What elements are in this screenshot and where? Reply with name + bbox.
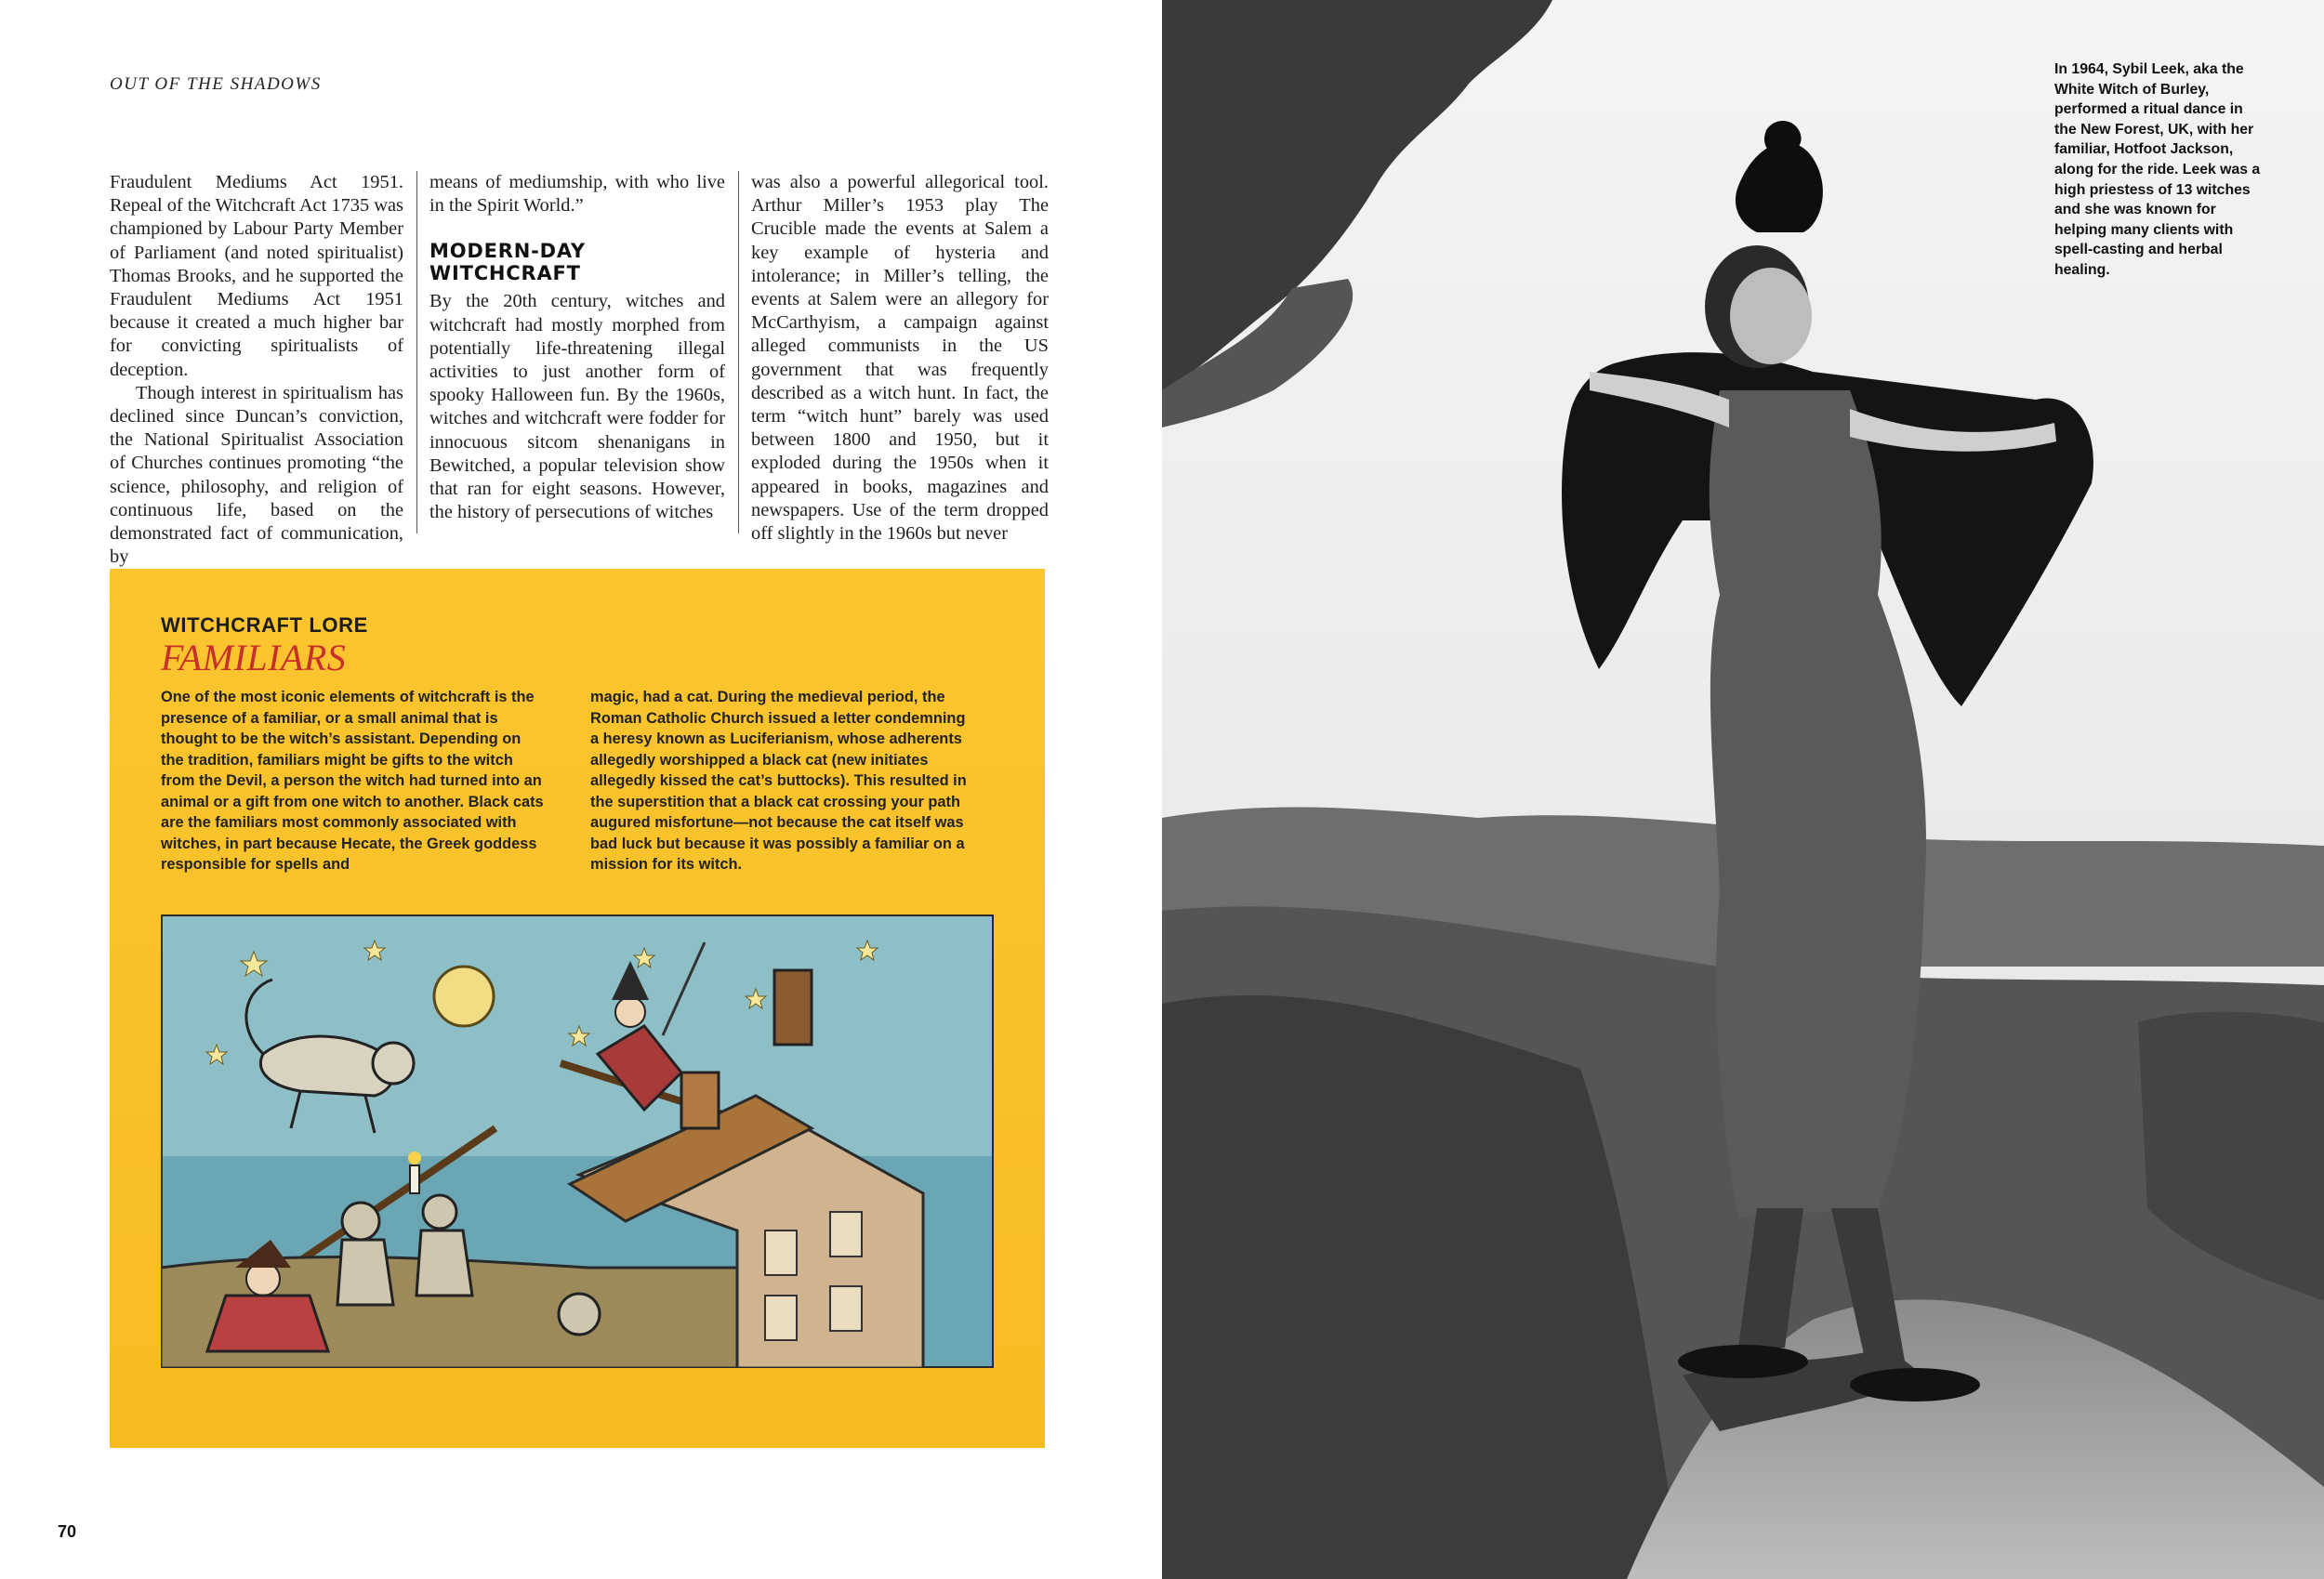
body-column-3	[751, 171, 1049, 546]
body-column-1	[110, 171, 403, 569]
running-head: OUT OF THE SHADOWS	[110, 74, 322, 94]
lore-sidebar	[110, 569, 1045, 1448]
paragraph: was also a powerful allegorical tool. Arthur Miller’s 1953 play The Crucible made the events at Salem a key example of hysteria and intolerance; in Miller’s telling, the events at Salem were an allegory for McCarthyism, a campaign against alleged communists in the US government that was frequently described as a witch hunt. In fact, the term “witch hunt” barely was used between 1800 and 1950, but it exploded during the 1950s when it appeared in books, magazines and newspapers. Use of the term dropped off slightly in the 1960s but never	[751, 172, 1049, 545]
paragraph: By the 20th century, witches and witchcraft had mostly morphed from potentially life-threatening illegal activities to just another form of spooky Halloween fun. By the 1960s, witches and witchcraft were fodder for innocuous sitcom shenanigans in Bewitched, a popular television show that ran for eight seasons. However, the history of persecutions of witches	[429, 291, 725, 523]
paragraph: means of mediumship, with who live in the Spirit World.”	[429, 172, 725, 217]
photo-caption: In 1964, Sybil Leek, aka the White Witch of Burley, performed a ritual dance in the New Forest, UK, with her familiar, Hotfoot Jackson, along for the ride. Leek was a high priestess of 13 witches and she was known for helping many clients with spell-casting and herbal healing.	[2054, 61, 2261, 278]
sidebar-title: FAMILIARS	[161, 637, 347, 678]
page-number: 70	[58, 1522, 77, 1541]
paragraph: Fraudulent Mediums Act 1951. Repeal of the Witchcraft Act 1735 was championed by Labour Party Member of Parliament (and noted spiritualist) Thomas Brooks, and he supported the Fraudulent Mediums Act 1951 because it created a much higher bar for convicting spiritualists of deception.	[110, 172, 403, 380]
column-divider	[416, 171, 417, 533]
woodcut-illustration	[161, 915, 994, 1368]
sidebar-column-2	[590, 687, 973, 875]
section-subhead: MODERN-DAY WITCHCRAFT	[429, 240, 586, 285]
paragraph: magic, had a cat. During the medieval period, the Roman Catholic Church issued a letter condemning a heresy known as Luciferianism, whose adherents allegedly worshipped a black cat (new initiates allegedly kissed the cat’s buttocks). This resulted in the superstition that a black cat crossing your path augured misfortune—not because the cat itself was bad luck but because it was possibly a familiar on a mission for its witch.	[590, 689, 967, 873]
sidebar-kicker: WITCHCRAFT LORE	[161, 613, 368, 637]
sidebar-column-1	[161, 687, 544, 875]
paragraph: One of the most iconic elements of witchcraft is the presence of a familiar, or a small animal that is thought to be the witch’s assistant. Depending on the tradition, familiars might be gifts to the witch from the Devil, a person the witch had turned into an animal or a gift from one witch to another. Black cats are the familiars most commonly associated with witches, in part because Hecate, the Greek goddess responsible for spells and	[161, 689, 544, 873]
paragraph: Though interest in spiritualism has declined since Duncan’s conviction, the National Spiritualist Association of Churches continues promoting “the science, philosophy, and religion of continuous life, based on the demonstrated fact of communication, by	[110, 382, 403, 568]
body-column-2	[429, 171, 725, 524]
column-divider	[738, 171, 739, 533]
